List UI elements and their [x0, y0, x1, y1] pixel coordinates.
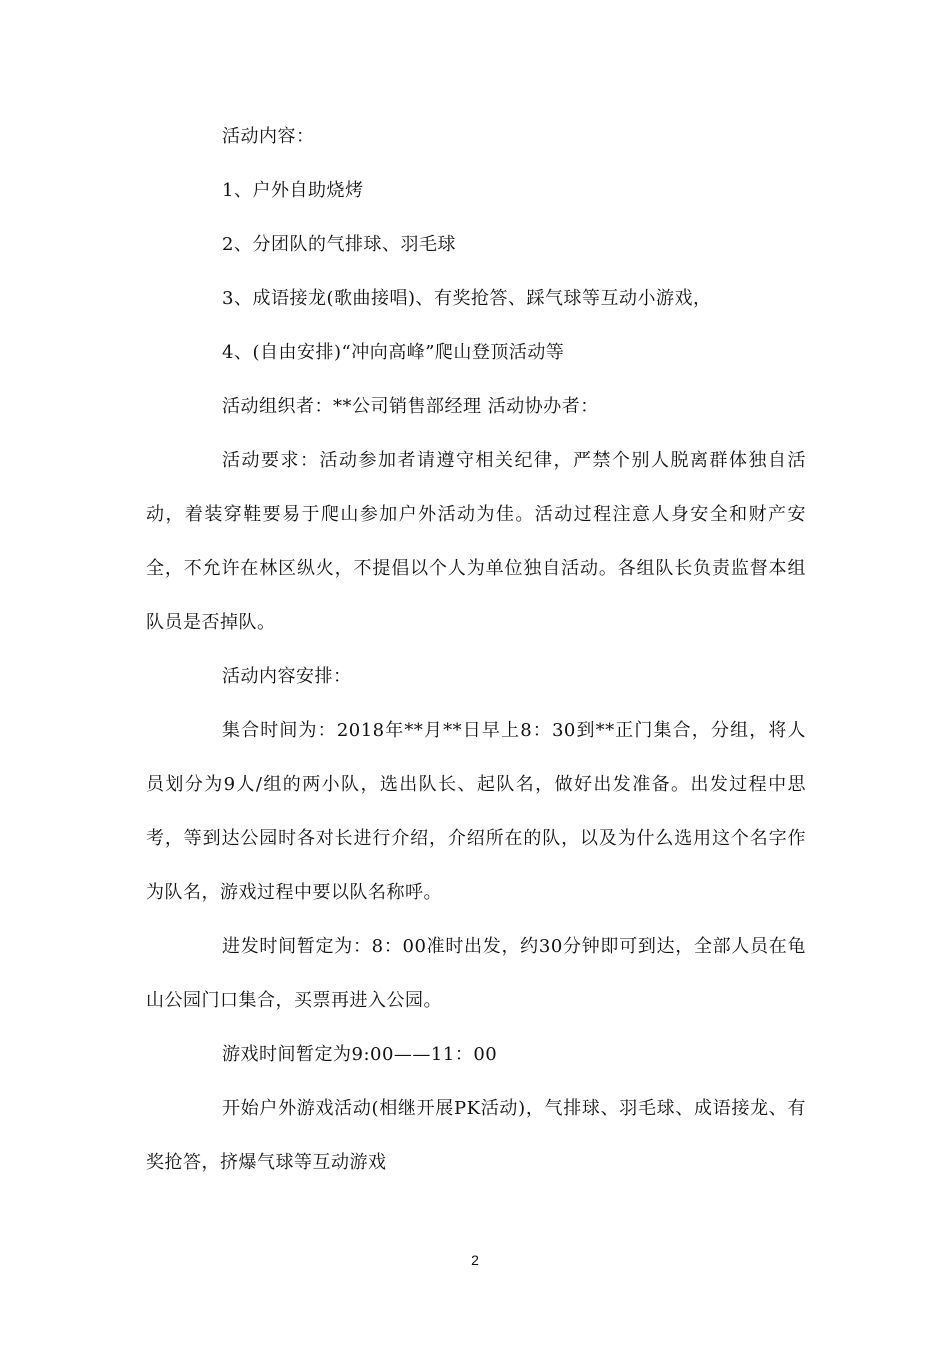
- page-number: 2: [471, 1252, 479, 1268]
- paragraph-activity-content-heading: 活动内容：: [222, 126, 315, 147]
- paragraph-item-4: 4、(自由安排)“冲向高峰”爬山登顶活动等: [222, 342, 565, 363]
- paragraph-item-1: 1、户外自助烧烤: [222, 180, 364, 201]
- paragraph-outdoor-games: 开始户外游戏活动(相继开展PK活动)，气排球、羽毛球、成语接龙、有奖抢答，挤爆气球等互动游戏: [146, 1098, 806, 1173]
- document-body: [146, 110, 806, 1190]
- paragraph-departure-time: 进发时间暂定为：8：00准时出发，约30分钟即可到达，全部人员在龟山公园门口集合，买票再进入公园。: [146, 936, 806, 1011]
- paragraph-gathering-time: 集合时间为：2018年**月**日早上8：30到**正门集合，分组，将人员划分为9人/组的两小队，选出队长、起队名，做好出发准备。出发过程中思考，等到达公园时各对长进行介绍，介绍所在的队，以及为什么选用这个名字作为队名，游戏过程中要以队名称呼。: [146, 720, 806, 903]
- paragraph-game-time: 游戏时间暂定为9:00——11：00: [222, 1044, 498, 1065]
- paragraph-item-3: 3、成语接龙(歌曲接唱)、有奖抢答、踩气球等互动小游戏，: [222, 288, 712, 309]
- paragraph-organizer: 活动组织者：**公司销售部经理 活动协办者：: [222, 396, 599, 417]
- paragraph-item-2: 2、分团队的气排球、羽毛球: [222, 234, 456, 255]
- paragraph-arrangement-heading: 活动内容安排：: [222, 666, 352, 687]
- paragraph-requirements: 活动要求：活动参加者请遵守相关纪律，严禁个别人脱离群体独自活动，着装穿鞋要易于爬山参加户外活动为佳。活动过程注意人身安全和财产安全，不允许在林区纵火，不提倡以个人为单位独自活动。各组队长负责监督本组队员是否掉队。: [146, 450, 806, 633]
